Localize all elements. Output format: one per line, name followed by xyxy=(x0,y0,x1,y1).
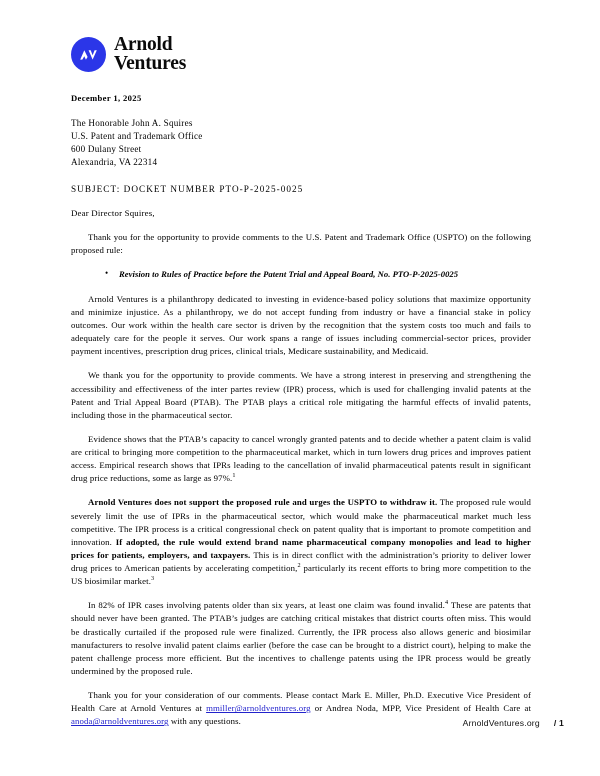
arnold-ventures-wordmark xyxy=(114,36,186,73)
contact-email-link-2[interactable]: anoda@arnoldventures.org xyxy=(71,716,169,727)
logo-line-1: Arnold xyxy=(114,34,173,55)
proposed-rule-list xyxy=(71,268,531,281)
footer-page-number: / 1 xyxy=(553,718,564,728)
address-line-4: Alexandria, VA 22314 xyxy=(71,156,158,167)
intro-paragraph: Thank you for the opportunity to provide comments to the U.S. Patent and Trademark Office (USPTO) on the following proposed rule: xyxy=(71,231,531,255)
page-footer xyxy=(463,718,564,728)
arnold-ventures-logo xyxy=(71,36,531,73)
opposition-mid-text: The proposed rule would severely limit the use of IPRs in the pharmaceutical sector, which would make the pharmaceutical market much less competitive. The IPR process is a critical congressional check on patent quality that is important to promote competition and innovation. xyxy=(71,497,531,547)
opposition-end-text-2: particularly its recent efforts to bring more competition to the US biosimilar market. xyxy=(71,563,532,587)
footnote-marker-4: 4 xyxy=(444,599,449,607)
logo-line-2: Ventures xyxy=(114,52,187,74)
footnote-marker-1: 1 xyxy=(232,472,236,480)
thanks-paragraph: We thank you for the opportunity to provide comments. We have a strong interest in preserving and strengthening the accessibility and effectiveness of the inter partes review (IPR) process, which is used for challenging invalid patents at the Patent and Trial Appeal Board (PTAB). The PTAB plays a critical role mitigating the harmful effects of invalid patents, including those in the pharmaceutical sector. xyxy=(71,370,531,420)
recipient-address xyxy=(71,117,531,169)
footnote-marker-3: 3 xyxy=(151,575,155,583)
evidence-text: Evidence shows that the PTAB’s capacity to cancel wrongly granted patents and to decide whether a patent claim is valid are critical to bringing more competition to the pharmaceutical market, which in turn lowers drug prices and improves patient access. Empirical research shows that IPRs leading to the cancellation of invalid pharmaceutical patents result in significant drug price reductions, some as large as 97%. xyxy=(71,433,531,484)
address-line-1: The Honorable John A. Squires xyxy=(71,118,193,129)
opposition-paragraph xyxy=(71,496,531,588)
footer-website: ArnoldVentures.org xyxy=(462,718,540,728)
statistics-paragraph xyxy=(71,599,531,678)
closing-text-c: with any questions. xyxy=(168,716,241,727)
opposition-bold-warning: If adopted, the rule would extend brand name pharmaceutical company monopolies and lead to higher prices for patients, employers, and taxpayers. xyxy=(71,536,531,560)
list-item: • Revision to Rules of Practice before the Patent Trial and Appeal Board, No. PTO-P-2025-0025 xyxy=(119,268,531,281)
statistics-text-b: These are patents that should never have been granted. The PTAB’s judges are catching critical mistakes that district courts often miss. This would be drastically curtailed if the proposed rule were finalized. Currently, the IPR process also allows generic and biosimilar manufacturers to resolve invalid patent claims earlier (before the case can be brought to a district court), helping to make the patent challenge process more efficient. But the incentives to challenge patents using the IPR process would be greatly undermined by the proposed rule. xyxy=(71,600,531,676)
address-line-2: U.S. Patent and Trademark Office xyxy=(71,130,203,141)
salutation: Dear Director Squires, xyxy=(71,207,155,218)
subject-line: SUBJECT: DOCKET NUMBER PTO-P-2025-0025 xyxy=(71,183,304,194)
about-paragraph: Arnold Ventures is a philanthropy dedicated to investing in evidence-based policy solutions that maximize opportunity and minimize injustice. As a philanthropy, we do not accept funding from industry or have a financial stake in policy outcomes. Our work within the health care sector is driven by the recognition that the system costs too much and fails to adequately care for the people it serves. Our work spans a range of issues including commercial-sector prices, provider payment incentives, prescription drug prices, clinical trials, Medicare sustainability, and Medicaid. xyxy=(71,293,531,357)
letter-date: December 1, 2025 xyxy=(71,93,142,104)
footnote-marker-2: 2 xyxy=(297,562,301,570)
av-monogram-icon xyxy=(71,37,106,72)
address-line-3: 600 Dulany Street xyxy=(71,143,142,154)
opposition-end-text: This is in direct conflict with the administration’s priority to deliver lower drug prices to American patients by accelerating competition, xyxy=(71,549,532,574)
opposition-bold-lead: Arnold Ventures does not support the proposed rule and urges the USPTO to withdraw it. xyxy=(88,497,438,508)
evidence-paragraph xyxy=(71,433,531,486)
contact-email-link-1[interactable]: mmiller@arnoldventures.org xyxy=(206,703,311,714)
closing-text-a: Thank you for your consideration of our comments. Please contact Mark E. Miller, Ph.D. Executive Vice President of Health Care at Arnold Ventures at xyxy=(71,690,531,714)
closing-text-b: or Andrea Noda, MPP, Vice President of Health Care at xyxy=(310,703,531,714)
letter-content xyxy=(71,36,531,739)
statistics-text-a: In 82% of IPR cases involving patents older than six years, at least one claim was found invalid. xyxy=(88,600,445,611)
